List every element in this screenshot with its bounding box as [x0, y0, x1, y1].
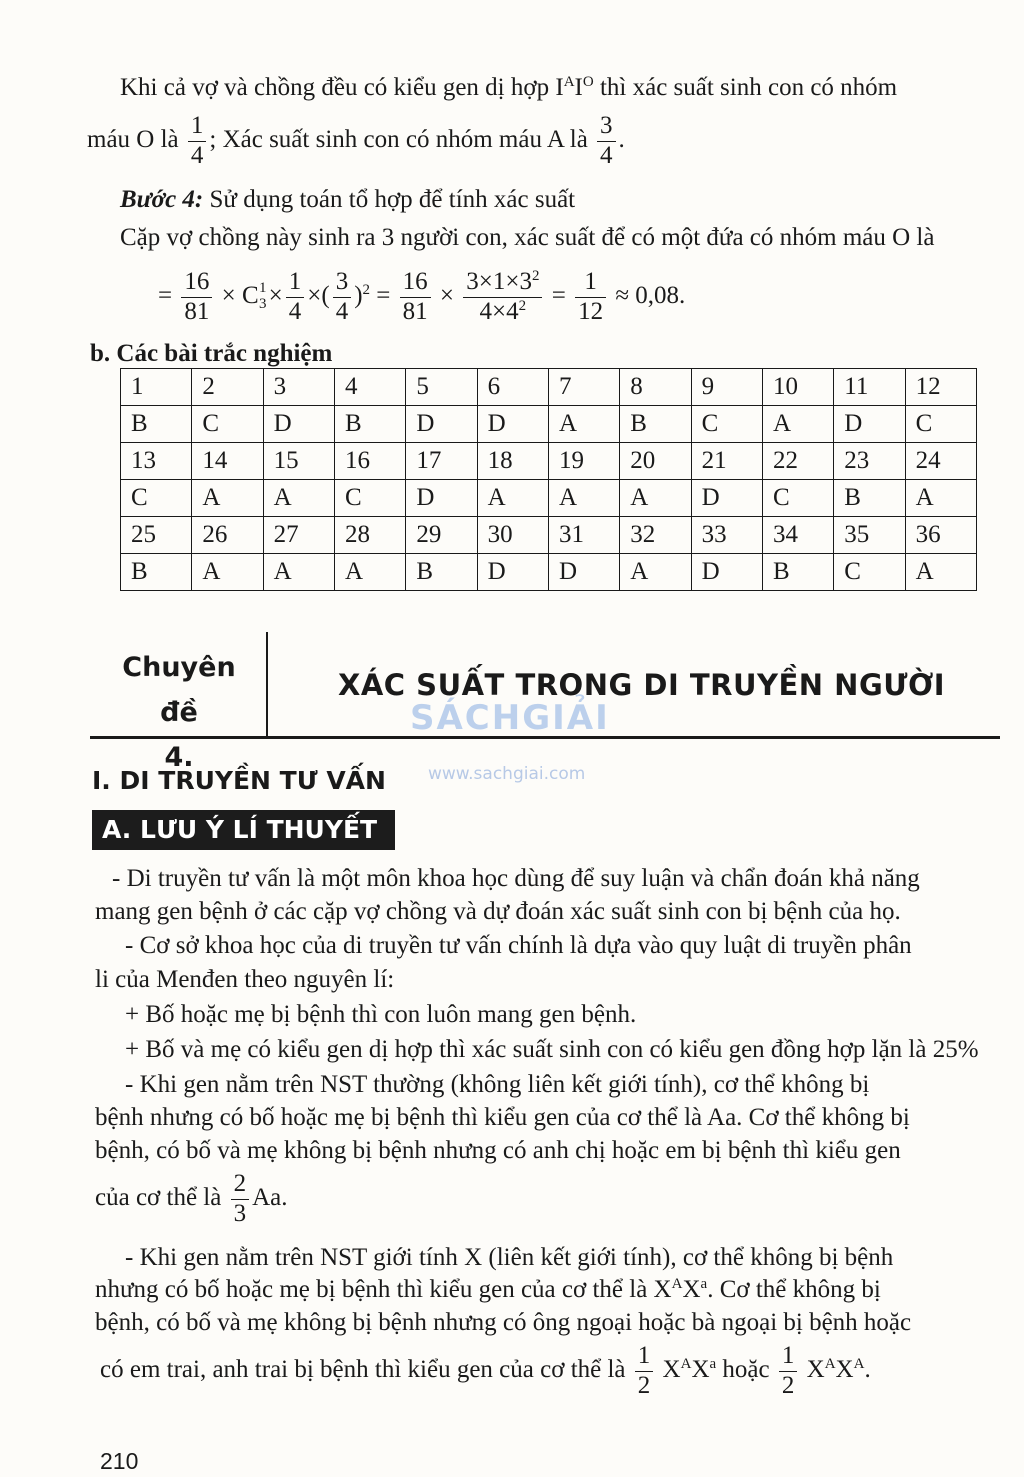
answer-row — [121, 554, 977, 591]
question-number-cell: 13 — [121, 443, 192, 480]
question-number-row — [121, 443, 977, 480]
question-number-cell: 26 — [192, 517, 263, 554]
question-number-cell: 20 — [620, 443, 691, 480]
answer-cell: C — [762, 480, 833, 517]
chapter-label: Chuyên đề 4. — [122, 652, 236, 773]
question-number-cell: 33 — [691, 517, 762, 554]
question-number-cell: 17 — [406, 443, 477, 480]
question-number-cell: 25 — [121, 517, 192, 554]
paragraph-2-line-1: - Cơ sở khoa học của di truyền tư vấn chính là dựa vào quy luật di truyền phân — [125, 932, 912, 959]
question-number-cell: 31 — [548, 517, 619, 554]
quiz-heading: b. Các bài trắc nghiệm — [90, 340, 333, 367]
answer-cell: A — [620, 554, 691, 591]
question-number-cell: 5 — [406, 369, 477, 406]
answer-cell: A — [905, 554, 976, 591]
paragraph-1-line-2: mang gen bệnh ở các cặp vợ chồng và dự đoán xác suất sinh con bị bệnh của họ. — [95, 898, 901, 925]
answer-cell: B — [406, 554, 477, 591]
question-number-cell: 18 — [477, 443, 548, 480]
paragraph-2-line-2: li của Menđen theo nguyên lí: — [95, 966, 395, 993]
question-number-cell: 6 — [477, 369, 548, 406]
question-number-cell: 11 — [834, 369, 905, 406]
watermark-logo: SÁCHGIẢI — [410, 698, 610, 738]
question-number-cell: 24 — [905, 443, 976, 480]
answer-cell: C — [334, 480, 405, 517]
answer-cell: A — [263, 554, 334, 591]
question-number-cell: 4 — [334, 369, 405, 406]
question-number-cell: 23 — [834, 443, 905, 480]
chapter-divider — [266, 632, 268, 736]
answer-cell: B — [834, 480, 905, 517]
answer-cell: A — [192, 480, 263, 517]
answer-cell: D — [834, 406, 905, 443]
answer-cell: D — [691, 554, 762, 591]
paragraph-3-line-1: - Khi gen nằm trên NST thường (không liên kết giới tính), cơ thể không bị — [125, 1071, 870, 1098]
answer-cell: C — [121, 480, 192, 517]
section-heading: I. DI TRUYỀN TƯ VẤN — [92, 766, 386, 795]
paragraph-4-line-1: - Khi gen nằm trên NST giới tính X (liên kết giới tính), cơ thể không bị bệnh — [125, 1244, 894, 1271]
answer-cell: A — [477, 480, 548, 517]
answer-cell: A — [620, 480, 691, 517]
page-number: 210 — [100, 1448, 139, 1474]
answer-row — [121, 406, 977, 443]
question-number-cell: 19 — [548, 443, 619, 480]
question-number-cell: 10 — [762, 369, 833, 406]
paragraph-3-line-2: bệnh nhưng có bố hoặc mẹ bị bệnh thì kiểu gen của cơ thể là Aa. Cơ thể không bị — [95, 1104, 910, 1131]
combination-symbol: C 1 3 — [241, 279, 267, 312]
answer-cell: A — [762, 406, 833, 443]
answer-cell: B — [620, 406, 691, 443]
chapter-title: XÁC SUẤT TRONG DI TRUYỀN NGƯỜI — [338, 668, 946, 702]
answer-cell: C — [905, 406, 976, 443]
answer-cell: B — [121, 554, 192, 591]
question-number-cell: 22 — [762, 443, 833, 480]
answer-cell: D — [263, 406, 334, 443]
question-number-cell: 3 — [263, 369, 334, 406]
paragraph-4-line-4: có em trai, anh trai bị bệnh thì kiểu gen của cơ thể là $\frac{1}{2}$ $X^AX^a$ hoặc $\frac{1}{2}$ $X^AX^A$. — [100, 1342, 871, 1399]
question-number-cell: 34 — [762, 517, 833, 554]
question-number-cell: 21 — [691, 443, 762, 480]
answer-cell: C — [834, 554, 905, 591]
answer-cell: C — [691, 406, 762, 443]
question-number-cell: 14 — [192, 443, 263, 480]
bullet-1: + Bố hoặc mẹ bị bệnh thì con luôn mang gen bệnh. — [125, 1001, 637, 1028]
question-number-cell: 2 — [192, 369, 263, 406]
probability-formula: = $\frac{16}{81}$ × C 1 3 × $\frac{1}{4}$ ×( $\frac{3}{4}$ )$^2$ = $\frac{16}{81}$ × $\frac{3\times 1\times 3^2}{4\times 4^2}$ = $\frac{1}{12}$ ≈ 0,08. — [158, 268, 686, 325]
answer-cell: B — [762, 554, 833, 591]
question-number-cell: 28 — [334, 517, 405, 554]
answer-cell: A — [548, 406, 619, 443]
answer-cell: D — [477, 554, 548, 591]
fraction-three-quarters: $\frac{3}{4}$ — [597, 112, 616, 171]
answer-cell: B — [121, 406, 192, 443]
answer-cell: A — [192, 554, 263, 591]
question-number-cell: 16 — [334, 443, 405, 480]
answer-row — [121, 480, 977, 517]
question-number-cell: 8 — [620, 369, 691, 406]
answer-cell: A — [548, 480, 619, 517]
question-number-cell: 30 — [477, 517, 548, 554]
answer-cell: A — [263, 480, 334, 517]
question-number-row — [121, 369, 977, 406]
paragraph-3-line-3: bệnh, có bố và mẹ không bị bệnh nhưng có anh chị hoặc em bị bệnh thì kiểu gen — [95, 1137, 901, 1164]
paragraph-4-line-2: nhưng có bố hoặc mẹ bị bệnh thì kiểu gen của cơ thể là $X^AX^a$. Cơ thể không bị — [95, 1276, 881, 1303]
answer-cell: A — [334, 554, 405, 591]
step-4-heading: Bước 4: Sử dụng toán tổ hợp để tính xác suất — [120, 186, 576, 213]
step-4-line: Cặp vợ chồng này sinh ra 3 người con, xác suất để có một đứa có nhóm máu O là — [120, 224, 935, 251]
question-number-cell: 12 — [905, 369, 976, 406]
answer-cell: D — [548, 554, 619, 591]
question-number-cell: 7 — [548, 369, 619, 406]
answer-cell: A — [905, 480, 976, 517]
question-number-cell: 1 — [121, 369, 192, 406]
answer-cell: D — [477, 406, 548, 443]
answer-cell: B — [334, 406, 405, 443]
answer-cell: C — [192, 406, 263, 443]
paragraph-3-line-4: của cơ thể là $\frac{2}{3}$ Aa. — [95, 1170, 288, 1227]
question-number-row — [121, 517, 977, 554]
answer-cell: D — [406, 480, 477, 517]
paragraph-1-line-1: - Di truyền tư vấn là một môn khoa học dùng để suy luận và chẩn đoán khả năng — [112, 865, 920, 892]
answer-cell: D — [691, 480, 762, 517]
question-number-cell: 27 — [263, 517, 334, 554]
watermark-url: www.sachgiai.com — [428, 764, 586, 784]
intro-line-1: Khi cả vợ và chồng đều có kiểu gen dị hợp $I^AI^O$ thì xác suất sinh con có nhóm — [120, 74, 898, 101]
fraction-one-quarter: $\frac{1}{4}$ — [188, 112, 207, 171]
question-number-cell: 35 — [834, 517, 905, 554]
answer-table — [120, 368, 977, 591]
paragraph-4-line-3: bệnh, có bố và mẹ không bị bệnh nhưng có ông ngoại hoặc bà ngoại bị bệnh hoặc — [95, 1309, 912, 1336]
question-number-cell: 36 — [905, 517, 976, 554]
bullet-2: + Bố và mẹ có kiểu gen dị hợp thì xác suất sinh con có kiểu gen đồng hợp lặn là 25% — [125, 1036, 979, 1063]
intro-line-2: máu O là $\frac{1}{4}$ ; Xác suất sinh con có nhóm máu A là $\frac{3}{4}$ . — [87, 112, 625, 169]
question-number-cell: 32 — [620, 517, 691, 554]
section-banner: A. LƯU Ý LÍ THUYẾT — [92, 810, 395, 850]
question-number-cell: 15 — [263, 443, 334, 480]
answer-cell: D — [406, 406, 477, 443]
question-number-cell: 9 — [691, 369, 762, 406]
question-number-cell: 29 — [406, 517, 477, 554]
